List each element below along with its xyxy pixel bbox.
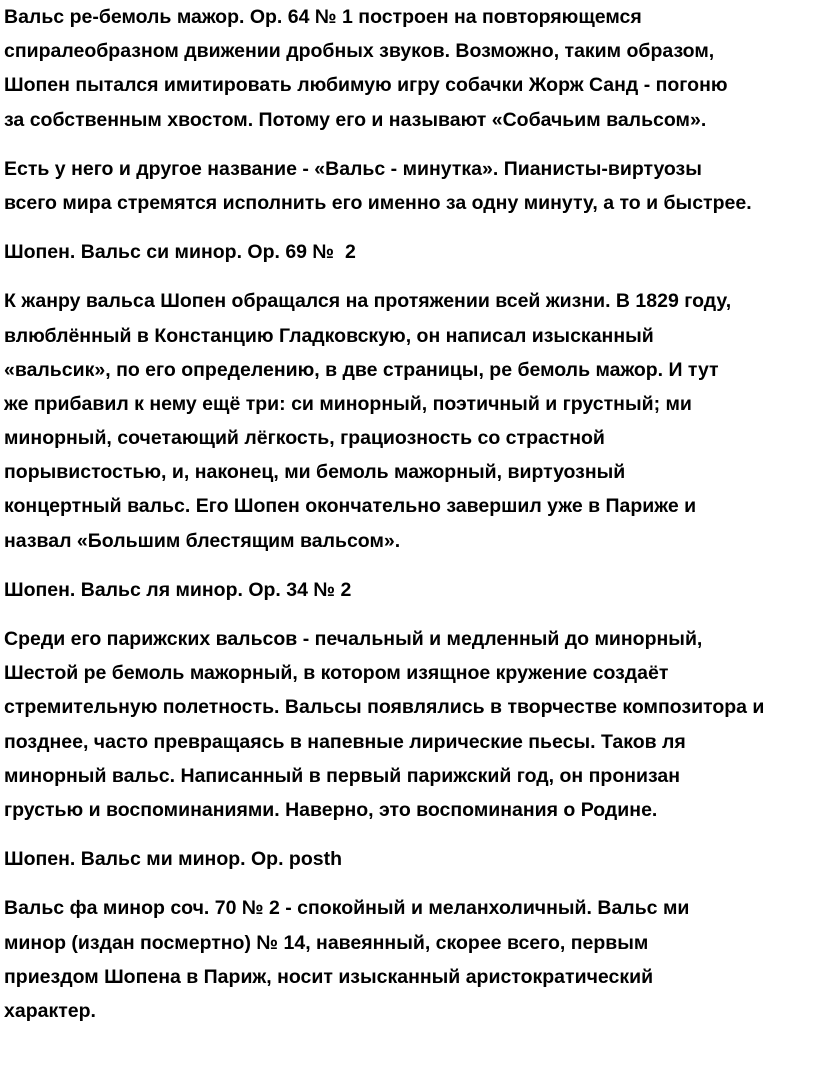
paragraph-waltz-d-flat-major bbox=[4, 0, 816, 137]
paragraph-spacer bbox=[4, 558, 816, 573]
heading-waltz-a-minor bbox=[4, 573, 816, 607]
text-line: позднее, часто превращаясь в напевные лирические пьесы. Таков ля bbox=[4, 730, 686, 753]
text-line: минорный вальс. Написанный в первый парижский год, он пронизан bbox=[4, 764, 681, 787]
paragraph-spacer bbox=[4, 876, 816, 891]
text-line: Шестой ре бемоль мажорный, в котором изящное кружение создаёт bbox=[4, 662, 669, 685]
text-line: же прибавил к нему ещё три: си минорный, поэтичный и грустный; ми bbox=[4, 392, 692, 415]
heading-waltz-b-minor bbox=[4, 235, 816, 269]
paragraph-f-minor-e-minor bbox=[4, 891, 816, 1028]
text-line: грустью и воспоминаниями. Наверно, это воспоминания о Родине. bbox=[4, 798, 658, 821]
text-line: всего мира стремятся исполнить его именно за одну минуту, а то и быстрее. bbox=[4, 191, 752, 214]
text-line: назвал «Большим блестящим вальсом». bbox=[4, 529, 401, 552]
text-line: спиралеобразном движении дробных звуков. Возможно, таким образом, bbox=[4, 40, 715, 63]
paragraph-spacer bbox=[4, 220, 816, 235]
text-line: Шопен. Вальс ми минор. Ор. posth bbox=[4, 848, 342, 871]
text-line: К жанру вальса Шопен обращался на протяжении всей жизни. В 1829 году, bbox=[4, 290, 732, 313]
text-line: Среди его парижских вальсов - печальный и медленный до минорный, bbox=[4, 628, 703, 650]
text-line: за собственным хвостом. Потому его и называют «Собачьим вальсом». bbox=[4, 108, 707, 131]
paragraph-paris-waltzes bbox=[4, 622, 816, 827]
text-line: Шопен пытался имитировать любимую игру собачки Жорж Санд - погоню bbox=[4, 74, 728, 97]
text-line: Вальс ре-бемоль мажор. Ор. 64 № 1 построен на повторяющемся bbox=[4, 6, 642, 28]
text-line: приездом Шопена в Париж, носит изысканный аристократический bbox=[4, 965, 654, 988]
text-line: Есть у него и другое название - «Вальс - минутка». Пианисты-виртуозы bbox=[4, 157, 702, 180]
heading-waltz-e-minor bbox=[4, 842, 816, 876]
paragraph-spacer bbox=[4, 607, 816, 622]
text-line: минор (издан посмертно) № 14, навеянный, скорее всего, первым bbox=[4, 931, 649, 954]
text-line: порывистостью, и, наконец, ми бемоль мажорный, виртуозный bbox=[4, 461, 626, 484]
paragraph-spacer bbox=[4, 827, 816, 842]
text-line: Вальс фа минор соч. 70 № 2 - спокойный и меланхоличный. Вальс ми bbox=[4, 897, 690, 920]
text-line: Шопен. Вальс си минор. Ор. 69 № 2 bbox=[4, 241, 356, 264]
paragraph-spacer bbox=[4, 137, 816, 152]
paragraph-minute-waltz bbox=[4, 152, 816, 220]
document-page bbox=[4, 0, 816, 1028]
paragraph-genre-history bbox=[4, 284, 816, 558]
text-line: «вальсик», по его определению, в две страницы, ре бемоль мажор. И тут bbox=[4, 358, 719, 381]
paragraph-spacer bbox=[4, 269, 816, 284]
text-line: минорный, сочетающий лёгкость, грациозность со страстной bbox=[4, 427, 605, 450]
text-line: характер. bbox=[4, 999, 96, 1022]
text-line: Шопен. Вальс ля минор. Ор. 34 № 2 bbox=[4, 578, 352, 601]
text-line: стремительную полетность. Вальсы появлялись в творчестве композитора и bbox=[4, 696, 765, 719]
text-line: концертный вальс. Его Шопен окончательно завершил уже в Париже и bbox=[4, 495, 697, 518]
text-line: влюблённый в Констанцию Гладковскую, он написал изысканный bbox=[4, 324, 654, 347]
